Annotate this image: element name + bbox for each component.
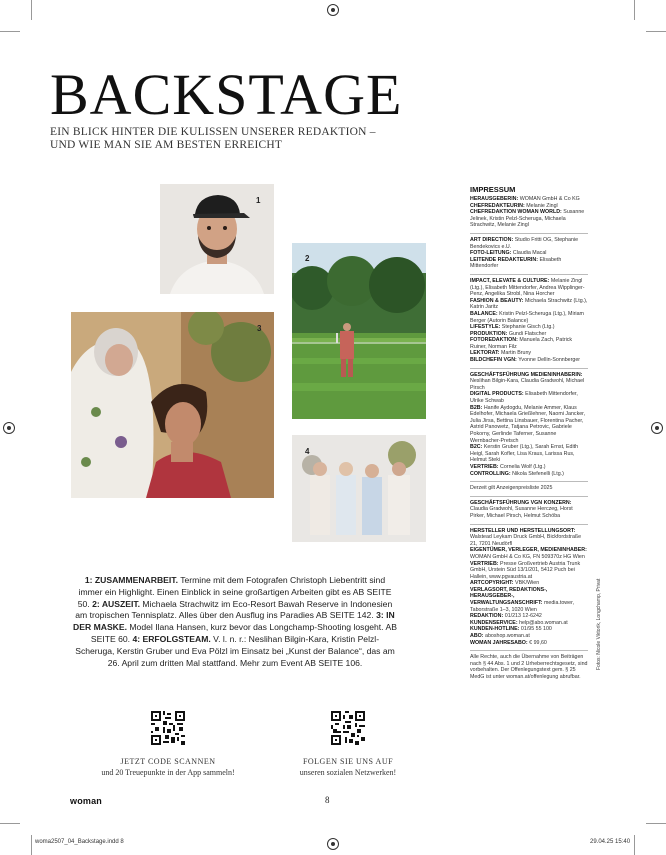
- page-number: 8: [325, 795, 330, 805]
- impressum-label: ARTCOPYRIGHT:: [470, 580, 514, 587]
- photo-number-3: 3: [257, 324, 262, 333]
- photo-4-team: [292, 435, 426, 542]
- crop-mark: [646, 823, 666, 824]
- registration-mark-right: [651, 422, 663, 434]
- impressum-label: VERLAGSORT, REDAKTIONS-, HERAUSGEBER-, VERWALTUNGSANSCHRIFT:: [470, 586, 548, 607]
- impressum-label: ART DIRECTION:: [470, 236, 514, 243]
- impressum-value: VBK/Wien: [515, 580, 540, 587]
- impressum-label: REDAKTION:: [470, 613, 504, 620]
- impressum-label: VERTRIEB:: [470, 463, 499, 470]
- qr-text-app: [68, 756, 268, 778]
- impressum-label: PRODUKTION:: [470, 330, 508, 337]
- caption-3-heading: 3: IN DER MASKE.: [73, 610, 395, 633]
- crop-mark: [646, 31, 666, 32]
- page-subtitle: [50, 126, 376, 152]
- impressum-label: FOTOREDAKTION:: [470, 337, 518, 344]
- registration-mark-left: [3, 422, 15, 434]
- impressum-value: Claudia Macal: [512, 250, 547, 257]
- impressum-block: [470, 481, 588, 492]
- impressum-value: Derzeit gilt Anzeigenpreisliste 2025: [470, 485, 553, 492]
- impressum-value: Hanife Aydogdu, Melanie Ammer, Klaus Edelhofer, Michaela Grießlehner, Naomi Jancker, Julia Jirsa, Bettina Linsbauer, Florentina Pacher, Astrid Panowetz, Tatjana Petrovic, Gabriele Pokorny, Gerlinde Taferner, Susanne Wernbacher-Pretsch: [470, 404, 586, 444]
- impressum-label: IMPACT, ELEVATE & CULTURE:: [470, 277, 550, 284]
- impressum-label: HERAUSGEBERIN:: [470, 196, 519, 202]
- magazine-logo: woman: [70, 796, 103, 806]
- impressum-value: media.tower, Taborstraße 1–3, 1020 Wien: [470, 600, 575, 613]
- impressum-label: GESCHÄFTSFÜHRUNG MEDIENINHABERIN:: [470, 371, 583, 378]
- impressum-label: LIFESTYLE:: [470, 324, 501, 331]
- caption-1-text: Termine mit dem Fotografen Christoph Liebentritt sind immer ein Highlight. Einen Einblick in seine großartigen Arbeiten gibt es AB SEITE 50.: [77, 575, 392, 609]
- impressum-value: Martin Bruny: [501, 350, 532, 357]
- impressum-label: ABO:: [470, 633, 484, 640]
- photo-3-makeup: [71, 312, 274, 498]
- impressum: [470, 185, 588, 685]
- impressum-value: Elisabeth Mittendorfer: [470, 256, 562, 270]
- impressum-label: LEKTORAT:: [470, 350, 500, 357]
- photo-number-2: 2: [305, 254, 310, 263]
- impressum-value: Gundi Flatscher: [508, 330, 547, 337]
- impressum-value: aboshop.woman.at: [485, 633, 530, 640]
- impressum-label: BILDCHEFIN VGN:: [470, 357, 517, 364]
- slug-filename: woma2507_04_Backstage.indd 8: [35, 839, 124, 845]
- impressum-label: FOTO-LEITUNG:: [470, 250, 512, 257]
- qr-code-social[interactable]: [331, 711, 365, 745]
- qr-text-app-line2: und 20 Treuepunkte in der App sammeln!: [101, 768, 235, 777]
- photo-number-4: 4: [305, 447, 310, 456]
- impressum-value: 01/95 55 100: [520, 626, 552, 633]
- impressum-value: help@abo.woman.at: [519, 619, 568, 626]
- impressum-value: Alle Rechte, auch die Übernahme von Beiträgen nach § 44 Abs. 1 und 2 Urheberrechtsgesetz, sind vorbehalten. Der Offenlegungstext gem. § 25 MedG ist unter woman.at/offenlegung abrufbar.: [470, 654, 588, 680]
- photo-credit: Fotos: Nicole Viktorik, Longchamp, Privat: [596, 578, 602, 670]
- impressum-label: WOMAN JAHRESABO:: [470, 639, 528, 646]
- page-title: BACKSTAGE: [50, 62, 403, 127]
- qr-code-app[interactable]: [151, 711, 185, 745]
- qr-text-app-line1: JETZT CODE SCANNEN: [120, 757, 216, 766]
- crop-mark: [634, 0, 635, 20]
- caption-2-heading: 2: AUSZEIT.: [92, 598, 141, 609]
- impressum-value: Yvonne Dellin-Sonnberger: [518, 357, 581, 364]
- photo-captions: [72, 575, 398, 669]
- qr-text-social-line1: FOLGEN SIE UNS AUF: [302, 757, 394, 766]
- impressum-value: Manuela Zach, Patrick Ruiner, Norman Filz: [470, 337, 573, 350]
- impressum-label: GESCHÄFTSFÜHRUNG VGN KONZERN:: [470, 499, 572, 506]
- qr-text-social: [248, 756, 448, 778]
- crop-mark: [634, 835, 635, 855]
- impressum-title: IMPRESSUM: [470, 185, 516, 194]
- impressum-value: € 99,60: [529, 639, 547, 646]
- impressum-value: WOMAN GmbH & Co KG: [519, 196, 580, 202]
- registration-mark-top: [327, 4, 339, 16]
- impressum-label: EIGENTÜMER, VERLEGER, MEDIENINHABER:: [470, 547, 587, 554]
- impressum-value: Claudia Gradwohl, Susanne Herczeg, Horst Pirker, Michael Pirsch, Helmut Schöba: [470, 506, 573, 519]
- crop-mark: [0, 31, 20, 32]
- impressum-label: CHEFREDAKTION WOMAN WORLD:: [470, 209, 562, 216]
- impressum-label: LEITENDE REDAKTEURIN:: [470, 256, 538, 263]
- impressum-label: CHEFREDAKTEURIN:: [470, 202, 525, 209]
- impressum-label: HERSTELLER UND HERSTELLUNGSORT:: [470, 527, 576, 534]
- photo-number-1: 1: [256, 196, 261, 205]
- impressum-value: Elisabeth Mittendorfer, Ulrike Schwab: [470, 391, 578, 405]
- impressum-value: Stephanie Gisch (Ltg.): [501, 324, 555, 331]
- impressum-value: Cornelia Wolf (Ltg.): [500, 463, 546, 470]
- photo-2-tennis-court: [292, 243, 426, 419]
- crop-mark: [0, 823, 20, 824]
- registration-mark-bottom: [327, 838, 339, 850]
- impressum-value: WOMAN GmbH & Co KG, FN 509370z HG Wien: [470, 553, 585, 560]
- caption-2-text: Michaela Strachwitz im Eco-Resort Bawah Reserve in Indonesien am tropischen Tennisplatz. Alles über den Ausflug ins Paradies AB SEITE 142.: [75, 598, 393, 621]
- subtitle-line-2: UND WIE MAN SIE AM BESTEN ERREICHT: [50, 139, 283, 151]
- impressum-value: Neslihan Bilgin-Kara, Claudia Gradwohl, Michael Pirsch: [470, 378, 585, 391]
- crop-mark: [31, 0, 32, 20]
- impressum-value: Melanie Zingl (Ltg.), Elisabeth Mittendorfer, Andrea Wipplinger-Penz, Angelika Strobl, Nina Horcher: [470, 277, 585, 298]
- impressum-value: 01/213 12-6242: [504, 613, 542, 620]
- qr-text-social-line2: unseren sozialen Netzwerken!: [299, 768, 397, 777]
- impressum-value: Michaela Strachwitz (Ltg.), Katrin Jaritz: [470, 297, 588, 311]
- subtitle-line-1: EIN BLICK HINTER DIE KULISSEN UNSERER REDAKTION –: [50, 126, 376, 138]
- slug-timestamp: 29.04.25 15:40: [590, 839, 631, 845]
- impressum-block: [470, 368, 588, 478]
- impressum-value: Walstead Leykam Druck GmbH, Bickfordstraße 21, 7201 Neudörfl: [470, 534, 582, 547]
- impressum-value: Presse Großvertrieb Austria Trunk GmbH, Urstein Süd 13/1/201, 5412 Puch bei Hallein, www.pgvaustria.at: [470, 560, 581, 580]
- impressum-label: KUNDEN-HOTLINE:: [470, 626, 520, 633]
- impressum-block: [470, 274, 588, 364]
- impressum-label: DIGITAL PRODUCTS:: [470, 391, 524, 398]
- impressum-value: Melanie Zingl: [526, 202, 558, 209]
- impressum-label: B2C:: [470, 444, 483, 451]
- impressum-label: CONTROLLING:: [470, 470, 511, 477]
- impressum-block: [470, 233, 588, 270]
- impressum-value: Nikola Stefenelli (Ltg.): [512, 470, 564, 477]
- caption-1-heading: 1: ZUSAMMENARBEIT.: [84, 575, 178, 585]
- impressum-value: Studio Fritti OG, Stephanie Bendekovics e.U.: [470, 236, 579, 250]
- impressum-block: [470, 196, 588, 229]
- impressum-label: BALANCE:: [470, 310, 498, 317]
- caption-3-text: Model Ilana Hansen, kurz bevor das Longchamp-Shooting losgeht. AB SEITE 60.: [90, 622, 397, 644]
- impressum-value: Kristin Pelzl-Scheruga (Ltg.), Miriam Berger (Autorin Balance): [470, 310, 584, 324]
- impressum-value: Susanne Jelinek, Kristin Pelzl-Scheruga, Michaela Strachwitz, Melanie Zingl: [470, 209, 585, 229]
- impressum-label: VERTRIEB:: [470, 560, 499, 567]
- caption-4-text: V. l. n. r.: Neslihan Bilgin-Kara, Kristin Pelzl-Scheruga, Kerstin Gruber und Eva Pölzl im Einsatz bei „Kunst der Balance“, das am 26. April zum dritten Mal stattfand. Mehr zum Event AB SEITE 106.: [75, 633, 395, 668]
- impressum-block: [470, 650, 588, 680]
- impressum-block: [470, 524, 588, 647]
- impressum-label: KUNDENSERVICE:: [470, 619, 518, 626]
- impressum-label: B2B:: [470, 404, 483, 411]
- impressum-value: Kerstin Gruber (Ltg.), Sarah Ernst, Edith Heigl, Sarah Kofler, Lisa Kraus, Larissa Rus, Helmut Steki: [470, 444, 579, 464]
- impressum-blocks: [470, 196, 588, 681]
- impressum-label: FASHION & BEAUTY:: [470, 297, 524, 304]
- impressum-block: [470, 496, 588, 520]
- crop-mark: [31, 835, 32, 855]
- caption-4-heading: 4: ERFOLGSTEAM.: [132, 633, 211, 644]
